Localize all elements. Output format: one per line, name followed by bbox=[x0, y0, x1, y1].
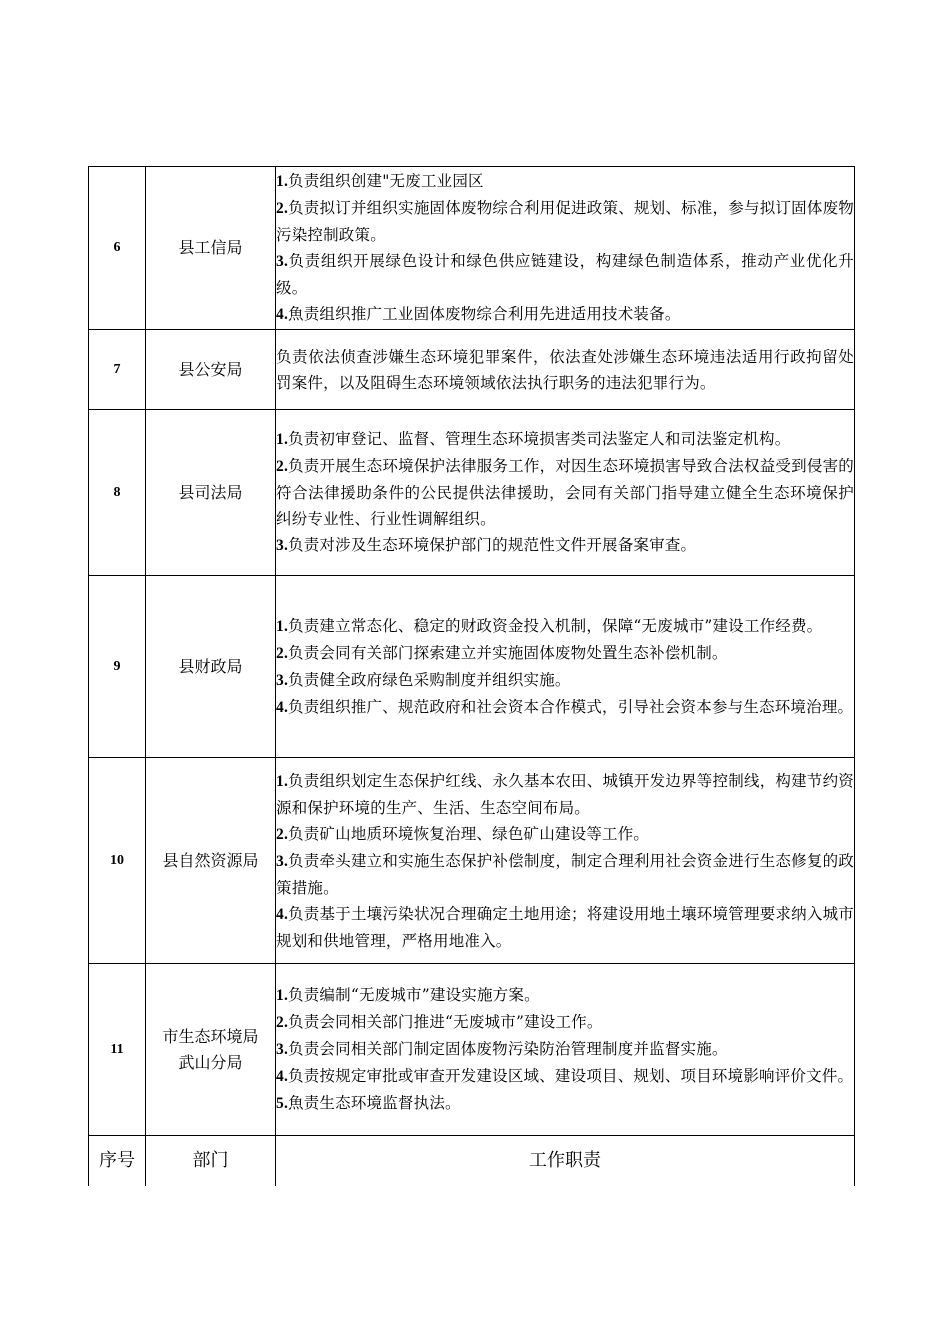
row-number: 7 bbox=[89, 330, 146, 410]
duty-item: 3.负责对涉及生态环境保护部门的规范性文件开展备案审查。 bbox=[276, 536, 697, 554]
row-number: 8 bbox=[89, 410, 146, 576]
duty-item: 3.负责健全政府绿色采购制度并组织实施。 bbox=[276, 670, 571, 689]
duty-item: 4.负责按规定审批或审查开发建设区域、建设项目、规划、项目环境影响评价文件。 bbox=[276, 1067, 854, 1085]
duty-list bbox=[276, 758, 855, 964]
department-name-line: 武山分局 bbox=[178, 1052, 243, 1072]
table-row bbox=[89, 167, 855, 330]
duty-item: 1.负责编制“无废城市”建设实施方案。 bbox=[276, 986, 540, 1004]
header-duty: 工作职责 bbox=[276, 1136, 855, 1187]
header-number: 序号 bbox=[89, 1136, 146, 1187]
table-row bbox=[89, 758, 855, 964]
duty-item: 1.负责初审登记、监督、管理生态环境损害类司法鉴定人和司法鉴定机构。 bbox=[276, 430, 791, 448]
duty-table bbox=[88, 166, 855, 1186]
duty-item: 负责依法侦查涉嫌生态环境犯罪案件，依法查处涉嫌生态环境违法适用行政拘留处罚案件，以及阻碍生态环境领域依法执行职务的违法犯罪行为。 bbox=[276, 347, 854, 392]
duty-item: 5.魚责生态环境监督执法。 bbox=[276, 1094, 461, 1112]
row-number: 9 bbox=[89, 576, 146, 758]
duty-list bbox=[276, 410, 855, 576]
duty-item: 2.负责拟订并组织实施固体废物综合利用促进政策、规划、标准，参与拟订固体废物污染控制政策。 bbox=[276, 199, 854, 244]
department-name: 县公安局 bbox=[146, 330, 276, 410]
department-name: 县工信局 bbox=[146, 167, 276, 330]
duty-item: 4.魚责组织推广工业固体废物综合利用先进适用技术装备。 bbox=[276, 305, 681, 323]
department-name: 县财政局 bbox=[146, 576, 276, 758]
duty-item: 2.负责会同有关部门探索建立并实施固体废物处置生态补偿机制。 bbox=[276, 643, 728, 662]
duty-item: 4.负责组织推广、规范政府和社会资本合作模式，引导社会资本参与生态环境治理。 bbox=[276, 697, 854, 716]
table-row bbox=[89, 964, 855, 1136]
duty-item: 3.负责组织开展绿色设计和绿色供应链建设，构建绿色制造体系，推动产业优化升级。 bbox=[276, 252, 854, 297]
department-name-line: 市生态环境局 bbox=[162, 1026, 259, 1046]
duty-item: 2.负责矿山地质环境恢复治理、绿色矿山建设等工作。 bbox=[276, 824, 650, 843]
row-number: 11 bbox=[89, 964, 146, 1136]
duty-list bbox=[276, 167, 855, 330]
duty-item: 3.负责会同相关部门制定固体废物污染防治管理制度并监督实施。 bbox=[276, 1040, 728, 1058]
duty-list bbox=[276, 330, 855, 410]
department-name bbox=[146, 964, 276, 1136]
table-row bbox=[89, 576, 855, 758]
duty-item: 4.负责基于土壤污染状况合理确定土地用途；将建设用地土壤环境管理要求纳入城市规划和供地管理，严格用地准入。 bbox=[276, 904, 854, 950]
table-row bbox=[89, 330, 855, 410]
table-header-row bbox=[89, 1136, 855, 1187]
duty-item: 2.负责开展生态环境保护法律服务工作，对因生态环境损害导致合法权益受到侵害的符合法律援助条件的公民提供法律援助，会同有关部门指导建立健全生态环境保护纠纷专业性、行业性调解组织。 bbox=[276, 457, 854, 528]
duty-item: 1.负责组织创建"无废工业园区 bbox=[276, 172, 484, 190]
department-name: 县自然资源局 bbox=[146, 758, 276, 964]
duty-item: 2.负责会同相关部门推进“无废城市”建设工作。 bbox=[276, 1013, 603, 1031]
duty-item: 1.负责组织划定生态保护红线、永久基本农田、城镇开发边界等控制线，构建节约资源和保护环境的生产、生活、生态空间布局。 bbox=[276, 771, 854, 817]
table-row bbox=[89, 410, 855, 576]
duty-item: 1.负责建立常态化、稳定的财政资金投入机制，保障“无废城市”建设工作经费。 bbox=[276, 616, 823, 635]
header-department: 部门 bbox=[146, 1136, 276, 1187]
duty-list bbox=[276, 576, 855, 758]
row-number: 6 bbox=[89, 167, 146, 330]
department-name: 县司法局 bbox=[146, 410, 276, 576]
duty-list bbox=[276, 964, 855, 1136]
row-number: 10 bbox=[89, 758, 146, 964]
duty-item: 3.负责牵头建立和实施生态保护补偿制度，制定合理利用社会资金进行生态修复的政策措施。 bbox=[276, 851, 854, 897]
